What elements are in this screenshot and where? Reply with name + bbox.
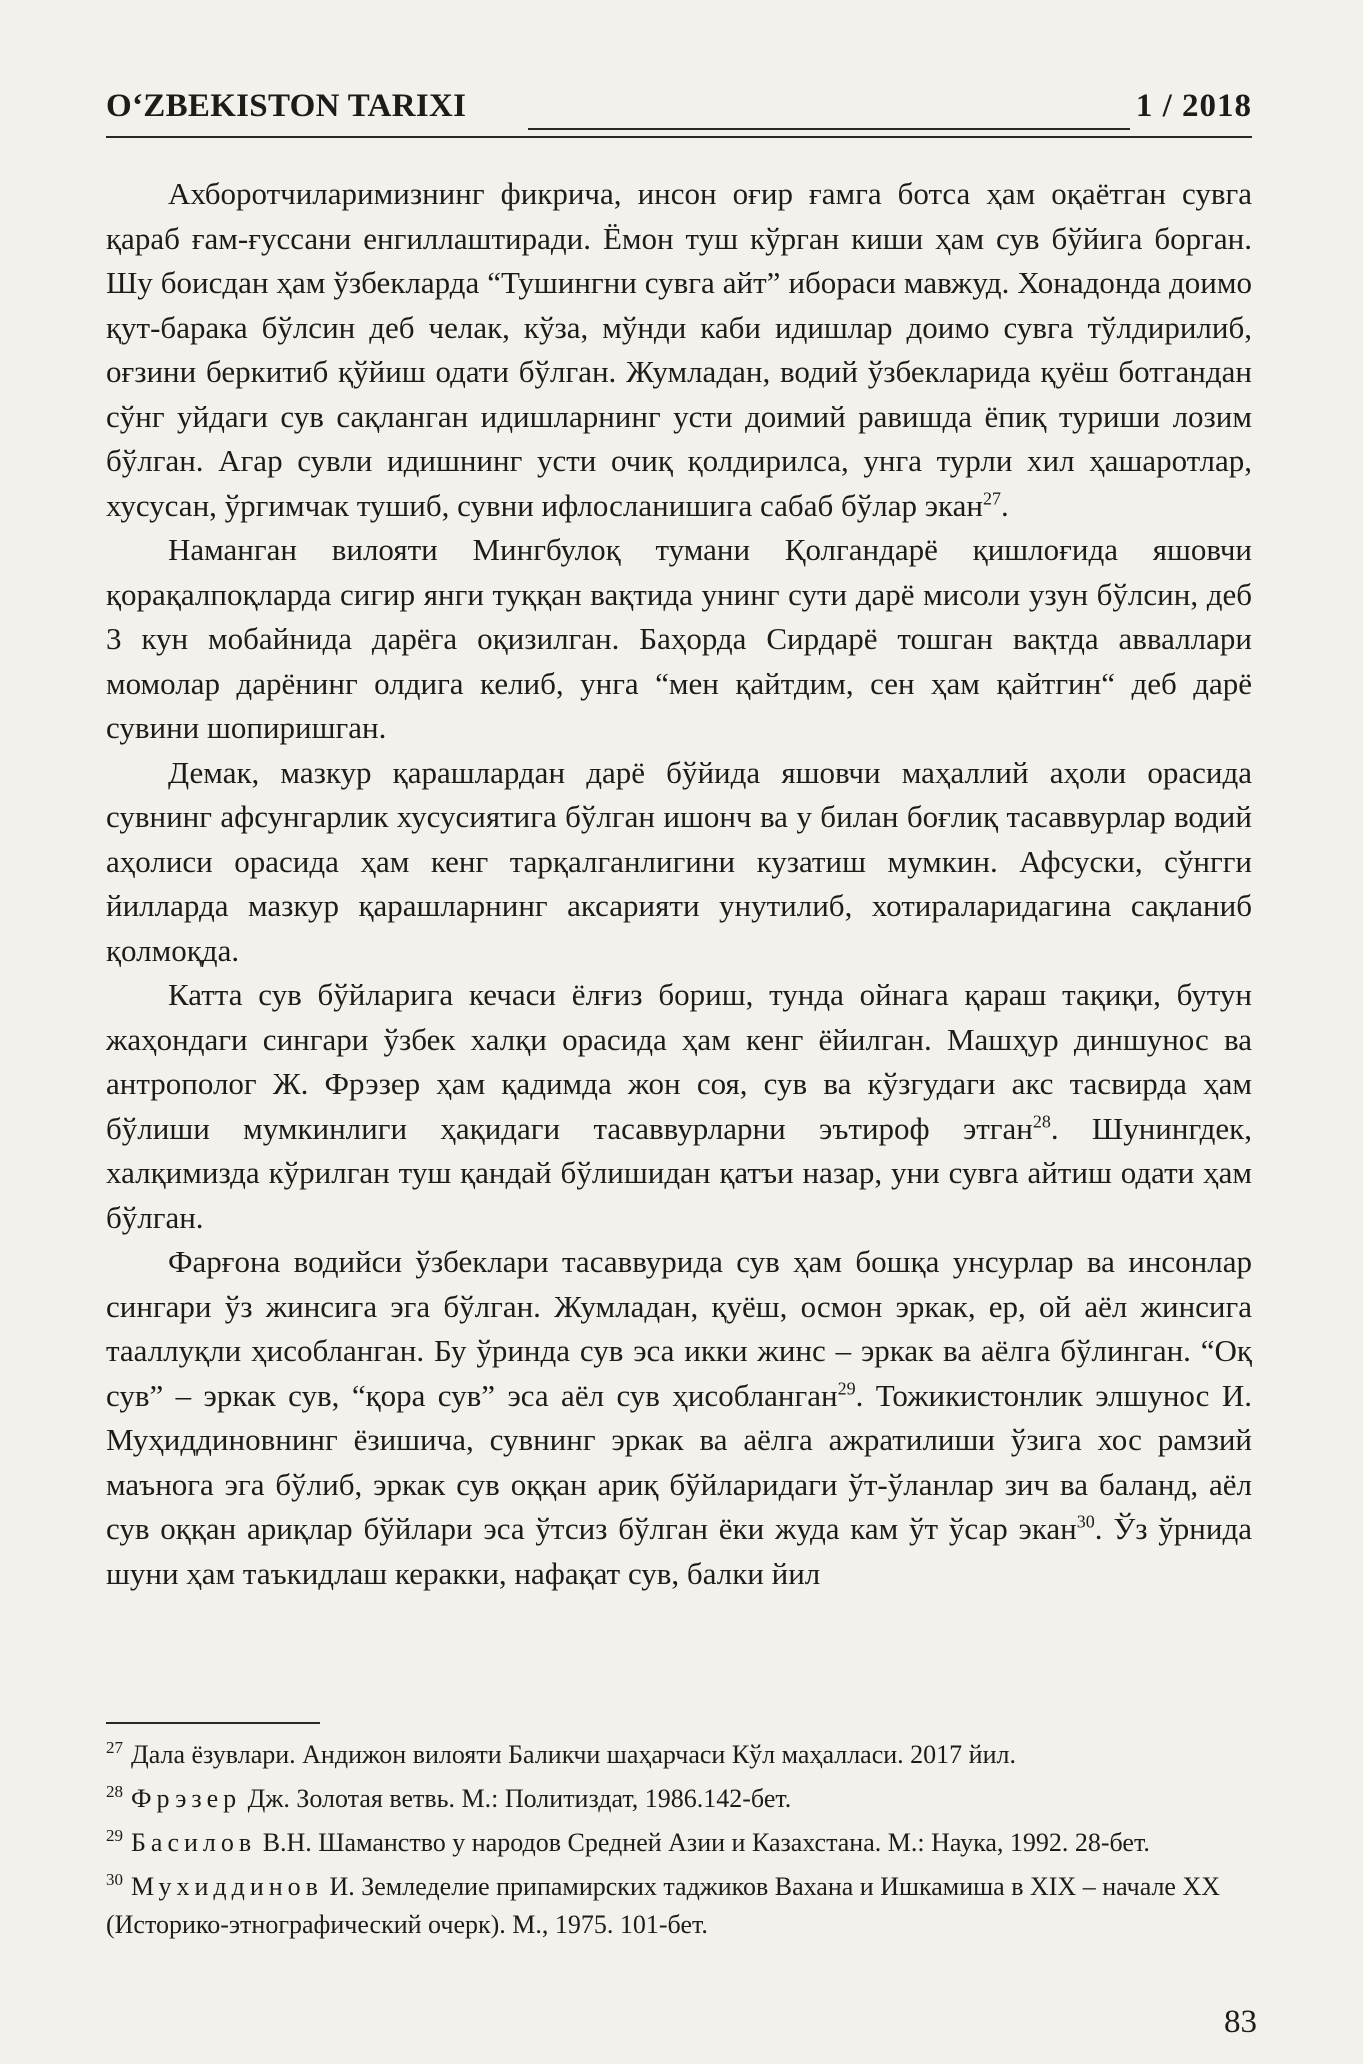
footnote-ref: 29 xyxy=(837,1378,856,1399)
paragraph: Наманган вилояти Мингбулоқ тумани Қолгандарё қишлоғида яшовчи қорақалпоқларда сигир янги туққан вақтида унинг сути дарё мисоли узун бўлсин, деб 3 кун мобайнида дарёга оқизилган. Баҳорда Сирдарё тошган вақтда авваллари момолар дарёнинг олдига келиб, унга “мен қайтдим, сен ҳам қайтгин“ деб дарё сувини шопиришган. xyxy=(106,532,1252,745)
footnote-author: Мухиддинов xyxy=(131,1872,323,1901)
footnote-ref: 27 xyxy=(982,488,1001,509)
header-underline xyxy=(106,136,1252,138)
issue-number: 1 / 2018 xyxy=(1135,88,1252,124)
footnote xyxy=(106,1824,1252,1862)
footnotes xyxy=(106,1736,1252,1950)
footnote-text: Дала ёзувлари. Андижон вилояти Баликчи шаҳарчаси Кўл маҳалласи. 2017 йил. xyxy=(131,1740,1016,1769)
journal-title: O‘ZBEKISTON TARIXI xyxy=(106,88,467,124)
paragraph: Ахборотчиларимизнинг фикрича, инсон оғир ғамга ботса ҳам оқаётган сувга қараб ғам-ғуссани енгиллаштиради. Ёмон туш кўрган киши ҳам сув бўйига борган. Шу боисдан ҳам ўзбекларда “Тушингни сувга айт” ибораси мавжуд. Хонадонда доимо қут-барака бўлсин деб челак, кўза, мўнди каби идишлар доимо сувга тўлдирилиб, оғзини беркитиб қўйиш одати бўлган. Жумладан, водий ўзбекларида қуёш ботгандан сўнг уйдаги сув сақланган идишларнинг усти доимий равишда ёпиқ туриши лозим бўлган. Агар сувли идишнинг усти очиқ қолдирилса, унга турли хил ҳашаротлар, хусусан, ўргимчак тушиб, сувни ифлосланишига сабаб бўлар экан$^{27}$. xyxy=(106,176,1252,523)
footnote-author: Басилов xyxy=(131,1828,257,1857)
page-header xyxy=(106,88,1252,138)
footnote-ref: 30 xyxy=(1076,1511,1095,1532)
footnote xyxy=(106,1780,1252,1818)
footnote-separator xyxy=(106,1722,320,1724)
footnote xyxy=(106,1868,1252,1944)
footnote-text: В.Н. Шаманство у народов Средней Азии и Казахстана. М.: Наука, 1992. 28-бет. xyxy=(262,1828,1150,1857)
paragraph: Катта сув бўйларига кечаси ёлғиз бориш, тунда ойнага қараш тақиқи, бутун жаҳондаги сингари ўзбек халқи орасида ҳам кенг ёйилган. Машҳур диншунос ва антрополог Ж. Фрэзер ҳам қадимда жон соя, сув ва кўзгудаги акс тасвирда ҳам бўлиши мумкинлиги ҳақидаги тасаввурларни эътироф этган$^{28}$. Шунингдек, халқимизда кўрилган туш қандай бўлишидан қатъи назар, уни сувга айтиш одати ҳам бўлган. xyxy=(106,977,1252,1235)
footnote xyxy=(106,1736,1252,1774)
footnote-text: Дж. Золотая ветвь. М.: Политиздат, 1986.142-бет. xyxy=(247,1784,792,1813)
paragraph: Демак, мазкур қарашлардан дарё бўйида яшовчи маҳаллий аҳоли орасида сувнинг афсунгарлик хусусиятига бўлган ишонч ва у билан боғлиқ тасаввурлар водий аҳолиси орасида ҳам кенг тарқалганлигини кузатиш мумкин. Афсуски, сўнгги йилларда мазкур қарашларнинг аксарияти унутилиб, хотираларидагина сақланиб қолмоқда. xyxy=(106,754,1252,968)
page-number: 83 xyxy=(1224,2004,1257,2040)
footnote-author: Фрэзер xyxy=(131,1784,242,1813)
article-body xyxy=(106,172,1252,1596)
footnote-text: И. Земледелие припамирских таджиков Вахана и Ишкамиша в XIX – начале XX (Историко-этнографический очерк). М., 1975. 101-бет. xyxy=(106,1872,1221,1939)
footnote-ref: 28 xyxy=(1032,1111,1051,1132)
footnote-number: 27 xyxy=(106,1738,123,1758)
footnote-number: 28 xyxy=(106,1782,123,1802)
header-rule xyxy=(528,128,1130,130)
paragraph: Фарғона водийси ўзбеклари тасаввурида сув ҳам бошқа унсурлар ва инсонлар сингари ўз жинсига эга бўлган. Жумладан, қуёш, осмон эркак, ер, ой аёл жинсига тааллуқли ҳисобланган. Бу ўринда сув эса икки жинс – эркак ва аёлга бўлинган. “Оқ сув” – эркак сув, “қора сув” эса аёл сув ҳисобланган$^{29}$. Тожикистонлик элшунос И. Муҳиддиновнинг ёзишича, сувнинг эркак ва аёлга ажратилиши ўзига хос рамзий маънога эга бўлиб, эркак сув оққан ариқ бўйларидаги ўт-ўланлар зич ва баланд, аёл сув оққан ариқлар бўйлари эса ўтсиз бўлган ёки жуда кам ўт ўсар экан$^{30}$. Ўз ўрнида шуни ҳам таъкидлаш керакки, нафақат сув, балки йил xyxy=(106,1244,1253,1591)
footnote-number: 29 xyxy=(106,1826,123,1846)
footnote-number: 30 xyxy=(106,1870,123,1890)
